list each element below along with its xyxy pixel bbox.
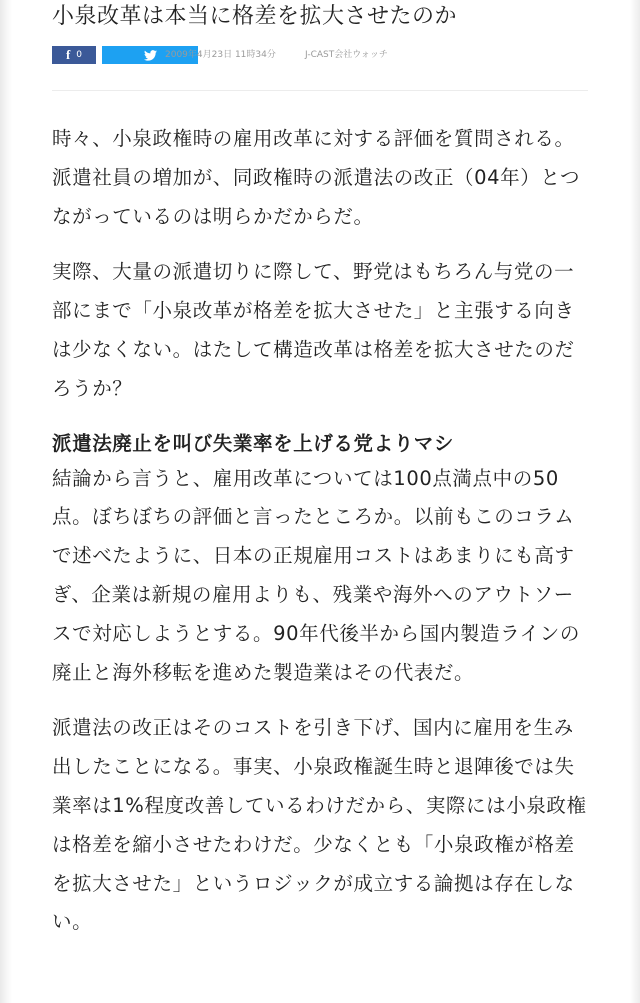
page-edge-shadow [0,0,12,1003]
paragraph: 結論から言うと、雇用改革については100点満点中の50点。ぼちぼちの評価と言ったところか。以前もこのコラムで述べたように、日本の正規雇用コストはあまりにも高すぎ、企業は新規の雇用よりも、残業や海外へのアウトソースで対応しようとする。90年代後半から国内製造ラインの廃止と海外移転を進めた製造業はその代表だ。 [52,466,580,684]
paragraph: 時々、小泉政権時の雇用改革に対する評価を質問される。派遣社員の増加が、同政権時の派遣法の改正（04年）とつながっているのは明らかだからだ。 [52,127,581,228]
paragraph: 派遣法の改正はそのコストを引き下げ、国内に雇用を生み出したことになる。事実、小泉政権誕生時と退陣後では失業率は1%程度改善しているわけだから、実際には小泉政権は格差を縮小させたわけだ。少なくとも「小泉政権が格差を拡大させた」というロジックが成立する論拠は存在しない。 [52,716,587,934]
facebook-share-button[interactable] [52,46,96,64]
section-heading: 派遣法廃止を叫び失業率を上げる党よりマシ [52,431,455,455]
facebook-share-count: 0 [76,50,83,60]
article-source: J-CAST会社ウォッチ [305,50,388,60]
article [52,0,588,934]
divider [52,90,588,91]
article-title: 小泉改革は本当に格差を拡大させたのか [52,4,458,29]
facebook-icon: f [65,47,71,62]
twitter-icon [144,50,157,61]
article-date: 2009年4月23日 11時34分 [165,50,276,60]
page-edge-shadow-right [630,0,640,1003]
article-meta [52,46,588,66]
article-body [52,120,592,959]
paragraph: 実際、大量の派遣切りに際して、野党はもちろん与党の一部にまで「小泉改革が格差を拡大させた」と主張する向きは少なくない。はたして構造改革は格差を拡大させたのだろうか？ [52,260,575,400]
